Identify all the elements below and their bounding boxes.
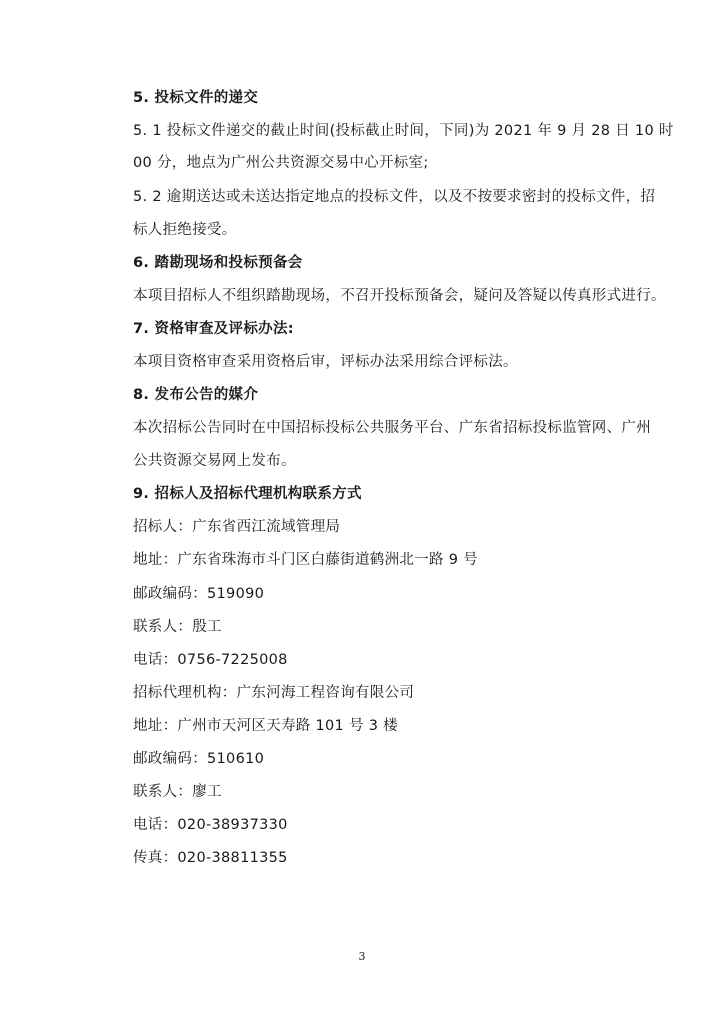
contact-item: 联系人：殷工	[133, 619, 222, 635]
section-5-para-2-line-1: 5. 2 逾期送达或未送达指定地点的投标文件，以及不按要求密封的投标文件，招	[133, 189, 656, 205]
contact-item: 电话：020-38937330	[133, 817, 288, 833]
section-7-heading: 7. 资格审查及评标办法:	[133, 321, 294, 337]
section-6-para-1: 本项目招标人不组织踏勘现场，不召开投标预备会，疑问及答疑以传真形式进行。	[133, 288, 666, 304]
contact-item: 邮政编码：519090	[133, 586, 265, 602]
section-8-heading: 8. 发布公告的媒介	[133, 387, 259, 403]
section-6-heading: 6. 踏勘现场和投标预备会	[133, 255, 303, 271]
contact-item: 地址：广州市天河区天寿路 101 号 3 楼	[133, 718, 398, 734]
contact-item: 邮政编码：510610	[133, 751, 265, 767]
section-5-heading: 5. 投标文件的递交	[133, 90, 259, 106]
contact-item: 招标代理机构：广东河海工程咨询有限公司	[133, 685, 415, 701]
contact-item: 地址：广东省珠海市斗门区白藤街道鹤洲北一路 9 号	[133, 552, 478, 568]
page-number: 3	[358, 950, 366, 963]
section-9-heading: 9. 招标人及招标代理机构联系方式	[133, 486, 362, 502]
contact-item: 传真：020-38811355	[133, 850, 288, 866]
section-5-para-1-line-2: 00 分，地点为广州公共资源交易中心开标室;	[133, 155, 429, 171]
section-8-para-1-line-1: 本次招标公告同时在中国招标投标公共服务平台、广东省招标投标监管网、广州	[133, 420, 651, 436]
contact-item: 电话：0756-7225008	[133, 652, 288, 668]
contact-item: 联系人：廖工	[133, 784, 222, 800]
section-8-para-1-line-2: 公共资源交易网上发布。	[133, 453, 296, 469]
section-5-para-2-line-2: 标人拒绝接受。	[133, 222, 237, 238]
contact-item: 招标人：广东省西江流域管理局	[133, 519, 341, 535]
section-5-para-1-line-1: 5. 1 投标文件递交的截止时间(投标截止时间，下同)为 2021 年 9 月 28 日 10 时	[133, 123, 674, 139]
section-7-para-1: 本项目资格审查采用资格后审，评标办法采用综合评标法。	[133, 354, 518, 370]
